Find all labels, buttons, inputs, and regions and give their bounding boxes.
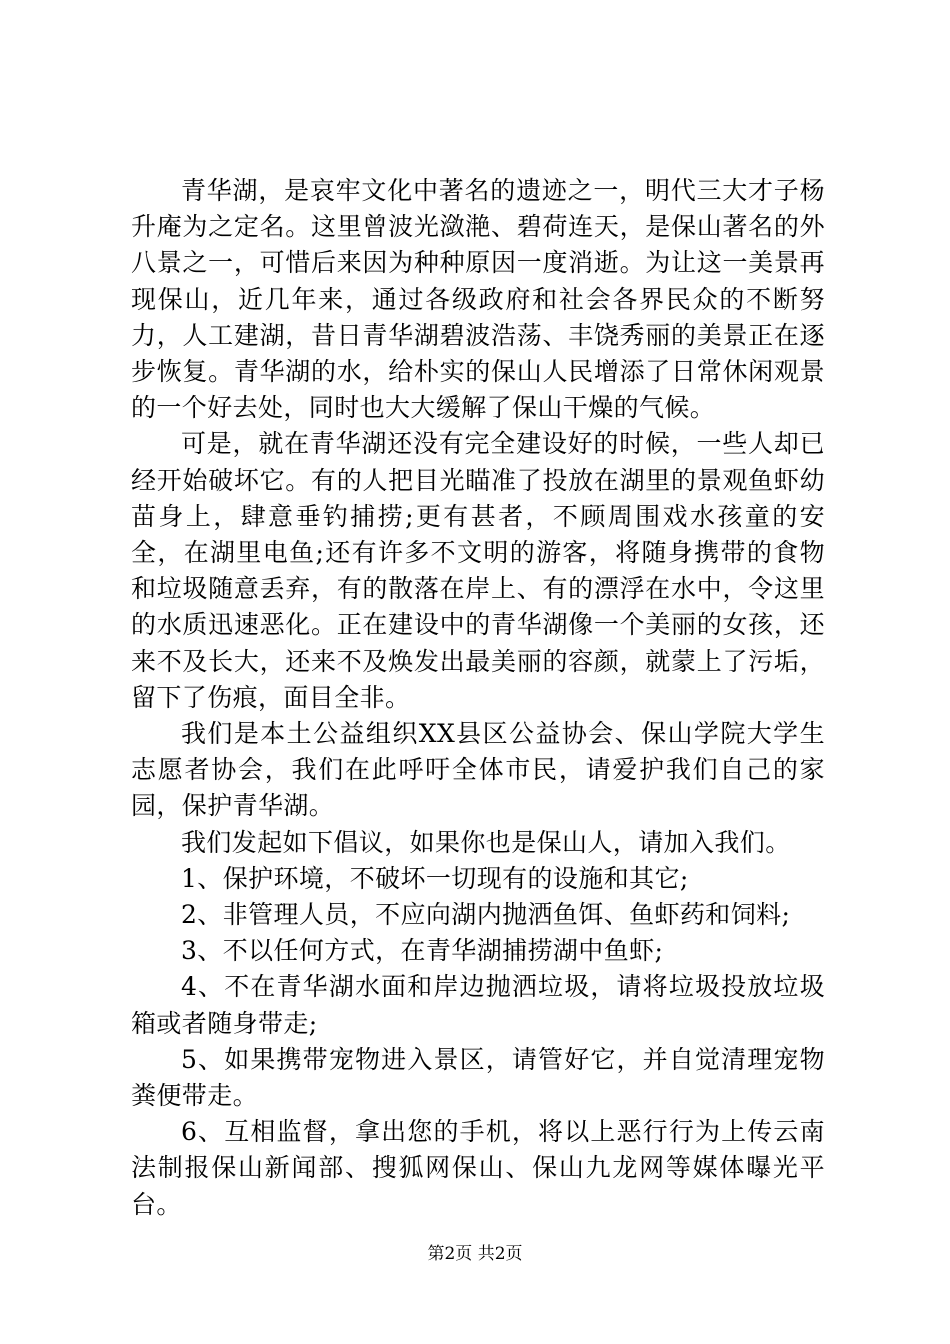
proposal-item-4: 4、不在青华湖水面和岸边抛洒垃圾，请将垃圾投放垃圾箱或者随身带走; bbox=[131, 972, 825, 1038]
page-footer bbox=[0, 1243, 950, 1265]
paragraph-damage: 可是，就在青华湖还没有完全建设好的时候，一些人却已经开始破坏它。有的人把目光瞄准了投放在湖里的景观鱼虾幼苗身上，肆意垂钓捕捞;更有甚者，不顾周围戏水孩童的安全，在湖里电鱼;还有许多不文明的游客，将随身携带的食物和垃圾随意丢弃，有的散落在岸上、有的漂浮在水中，令这里的水质迅速恶化。正在建设中的青华湖像一个美丽的女孩，还来不及长大，还来不及焕发出最美丽的容颜，就蒙上了污垢，留下了伤痕，面目全非。 bbox=[131, 429, 825, 712]
proposal-item-5: 5、如果携带宠物进入景区，请管好它，并自觉清理宠物粪便带走。 bbox=[131, 1044, 825, 1111]
proposal-item-1: 1、保护环境，不破坏一切现有的设施和其它; bbox=[181, 863, 689, 893]
page-number: 第2页 bbox=[427, 1244, 473, 1264]
proposal-item-3: 3、不以任何方式，在青华湖捕捞湖中鱼虾; bbox=[181, 936, 664, 966]
proposal-item-6: 6、互相监督，拿出您的手机，将以上恶行行为上传云南法制报保山新闻部、搜狐网保山、保山九龙网等媒体曝光平台。 bbox=[131, 1117, 825, 1219]
paragraph-proposal-intro: 我们发起如下倡议，如果你也是保山人，请加入我们。 bbox=[181, 827, 791, 857]
page-total: 共2页 bbox=[477, 1244, 523, 1264]
paragraph-intro: 青华湖，是哀牢文化中著名的遗迹之一，明代三大才子杨升庵为之定名。这里曾波光潋滟、碧荷连天，是保山著名的外八景之一，可惜后来因为种种原因一度消逝。为让这一美景再现保山，近几年来，通过各级政府和社会各界民众的不断努力，人工建湖，昔日青华湖碧波浩荡、丰饶秀丽的美景正在逐步恢复。青华湖的水，给朴实的保山人民增添了日常休闲观景的一个好去处，同时也大大缓解了保山干燥的气候。 bbox=[131, 176, 825, 423]
document-body bbox=[131, 173, 825, 1223]
paragraph-appeal: 我们是本土公益组织XX县区公益协会、保山学院大学生志愿者协会，我们在此呼吁全体市民，请爱护我们自己的家园，保护青华湖。 bbox=[131, 719, 825, 821]
proposal-item-2: 2、非管理人员，不应向湖内抛洒鱼饵、鱼虾药和饲料; bbox=[181, 900, 791, 930]
